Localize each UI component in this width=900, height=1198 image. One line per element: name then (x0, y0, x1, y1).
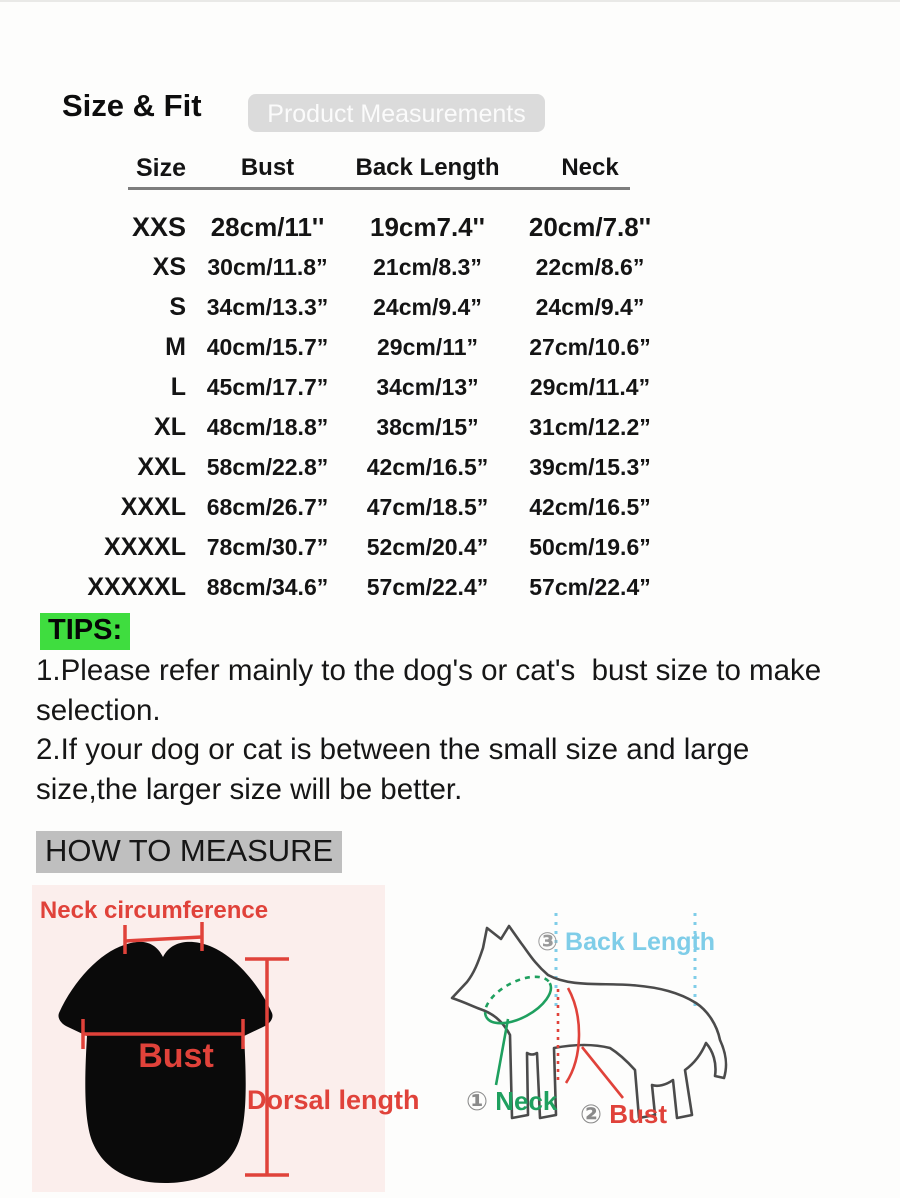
table-row (60, 407, 670, 447)
cell-bust: 48cm/18.8” (206, 413, 329, 440)
cell-size: XXXL (120, 492, 186, 521)
bust-pointer-line (582, 1047, 623, 1098)
how-to-measure-heading: HOW TO MEASURE (36, 831, 342, 873)
header-neck: Neck (561, 154, 619, 181)
cell-size: XXL (137, 452, 186, 481)
cell-size: L (170, 372, 186, 401)
shirt-measurement-diagram (32, 885, 420, 1192)
dog-bust-label: ② Bust (580, 1099, 668, 1129)
cell-neck: 39cm/15.3” (529, 453, 651, 480)
cell-size: XL (154, 412, 186, 441)
table-row (60, 207, 670, 247)
cell-back-length: 34cm/13” (376, 373, 479, 400)
cell-bust: 30cm/11.8” (207, 253, 328, 280)
shirt-diagram-svg (32, 885, 420, 1192)
cell-neck: 42cm/16.5” (529, 493, 651, 520)
cell-neck: 31cm/12.2” (529, 413, 651, 440)
cell-bust: 88cm/34.6” (206, 573, 329, 600)
dog-measurement-diagram (430, 885, 900, 1192)
table-row (60, 527, 670, 567)
cell-back-length: 21cm/8.3” (373, 253, 482, 280)
product-measurements-badge[interactable]: Product Measurements (248, 94, 545, 132)
bust-girth-arc (566, 988, 579, 1083)
cell-bust: 78cm/30.7” (206, 533, 329, 560)
table-row (60, 447, 670, 487)
cell-neck: 20cm/7.8'' (528, 211, 652, 242)
cell-bust: 45cm/17.7” (206, 373, 329, 400)
cell-neck: 29cm/11.4” (529, 373, 651, 400)
dog-neck-label: ① Neck (466, 1086, 558, 1116)
neck-pointer-line (496, 1019, 508, 1085)
cell-back-length: 47cm/18.5” (366, 493, 489, 520)
table-row (60, 327, 670, 367)
cell-neck: 27cm/10.6” (529, 333, 651, 360)
bust-number-icon: ② (580, 1099, 603, 1129)
table-row (60, 487, 670, 527)
neck-number-icon: ① (466, 1086, 489, 1116)
neck-ring (478, 967, 558, 1033)
cell-back-length: 29cm/11” (376, 333, 479, 360)
cell-size: XXS (131, 211, 186, 242)
tips-section (36, 651, 858, 809)
header-bust: Bust (240, 154, 295, 181)
cell-back-length: 42cm/16.5” (366, 453, 489, 480)
table-row (60, 567, 670, 607)
tips-heading: TIPS: (40, 613, 130, 650)
tip-item: 1.Please refer mainly to the dog's or cat's bust size to make selection. (36, 654, 830, 727)
table-row (60, 247, 670, 287)
header-back-length: Back Length (355, 154, 500, 181)
cell-back-length: 24cm/9.4” (373, 293, 482, 320)
cell-bust: 28cm/11'' (210, 211, 325, 242)
shirt-dorsal-label: Dorsal length (247, 1085, 420, 1115)
cell-size: XXXXL (104, 532, 186, 561)
cell-bust: 40cm/15.7” (206, 333, 329, 360)
cell-size: S (169, 292, 186, 321)
cell-back-length: 19cm7.4'' (369, 211, 485, 242)
cell-bust: 34cm/13.3” (206, 293, 329, 320)
cell-size: M (165, 332, 186, 361)
tip-item: 2.If your dog or cat is between the small size and large size,the larger size will be better. (36, 733, 758, 806)
cell-neck: 24cm/9.4” (535, 293, 645, 320)
cell-bust: 68cm/26.7” (206, 493, 329, 520)
size-table-header-row (60, 148, 670, 188)
size-table (60, 148, 670, 188)
cell-size: XS (152, 252, 186, 281)
table-header-divider (128, 187, 630, 190)
cell-back-length: 38cm/15” (376, 413, 479, 440)
cell-neck: 22cm/8.6” (535, 253, 645, 280)
shirt-neck-label: Neck circumference (39, 897, 269, 924)
back-length-number-icon: ③ (536, 928, 559, 956)
cell-back-length: 52cm/20.4” (366, 533, 489, 560)
cell-size: XXXXXL (87, 572, 186, 601)
header-size: Size (135, 153, 186, 182)
table-row (60, 367, 670, 407)
cell-neck: 50cm/19.6” (529, 533, 651, 560)
cell-back-length: 57cm/22.4” (366, 573, 489, 600)
table-row (60, 287, 670, 327)
shirt-bust-label: Bust (138, 1037, 214, 1075)
cell-bust: 58cm/22.8” (206, 453, 329, 480)
dog-diagram-svg (430, 885, 900, 1192)
page-title: Size & Fit (62, 88, 202, 123)
cell-neck: 57cm/22.4” (529, 573, 651, 600)
dog-back-length-label: ③ Back Length (536, 928, 716, 956)
size-table-body (60, 207, 670, 607)
